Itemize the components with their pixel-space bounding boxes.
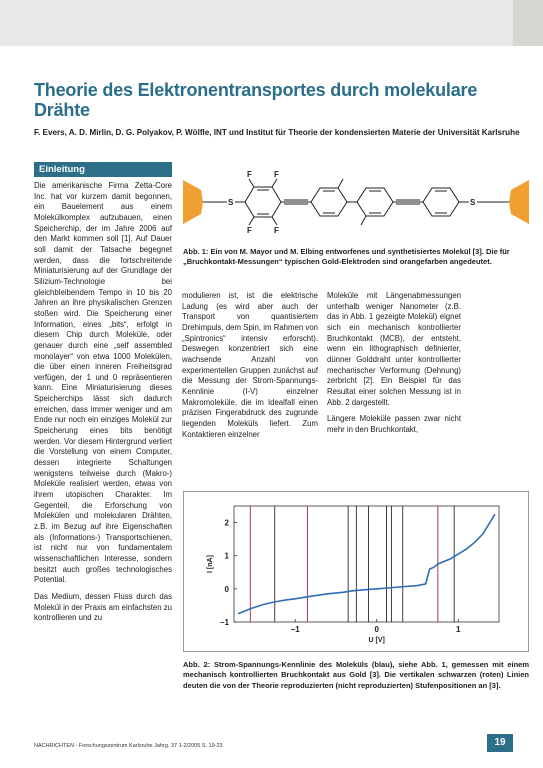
atom-label: F (247, 226, 252, 235)
page-number: 19 (487, 734, 513, 752)
y-tick-label: 0 (224, 584, 229, 594)
paragraph: modulieren ist, ist die elektrische Ladung (es wird aber auch der Transport von quantisiertem Drehimpuls, dem Spin, im Rahmen von „Spintronics“ intensiv erforscht). Deswegen konzentriert sich eine wachsende Anzahl von experimentellen Gruppen zunächst auf die Messung der Strom-Spannungs-Kennlinie (I-V) einzelner Makromoleküle, die im Idealfall einen präzisen Fingerabdruck des zugrunde liegenden Moleküls liefert. Zum Kontaktieren einzelner (182, 291, 318, 439)
iv-chart (184, 492, 528, 651)
article-authors: F. Evers, A. D. Mirlin, D. G. Polyakov, P. Wölfle, INT und Institut für Theorie der kondensierten Materie der Universität Karlsruhe (34, 128, 520, 137)
top-banner-corner (513, 0, 543, 46)
y-tick-label: −1 (219, 618, 229, 627)
atom-label: S (470, 198, 476, 207)
molecule-diagram (183, 160, 529, 244)
paragraph: Das Medium, dessen Fluss durch das Molekül in der Praxis am einfachsten zu kontrollieren und zu (34, 591, 172, 623)
molecule-figure (183, 160, 529, 244)
paragraph: Die amerikanische Firma Zetta-Core Inc. hat vor kurzem damit begonnen, ein Bauelement aus einem Molekülkomplex aufzubauen, einen Speicherchip, der im Jahre 2006 auf den Markt kommen soll [1]. Auf Dauer soll damit der Tatsache begegnet werden, dass die fortschreitende Miniaturisierung auf der Grundlage der Silizium-Technologie bei gleichbleibendem Tempo in 10 bis 20 Jahren an ihre physikalischen Grenzen stoßen wird. Die Speicherung einer Information, eines „bits“, erfolgt in diesem Chip durch Moleküle, oder genauer durch eine „self assembled monolayer“ von etwa 1000 Molekülen, die über einen inneren Freiheitsgrad verfügen, der 1 und 0 repräsentieren kann. Eine Miniaturisierung dieses Speicherchips lässt sich dadurch erreichen, dass immer weniger und am Ende nur noch ein einziges Molekül zur Speicherung eines bits benötigt werden. Vor diesem Hintergrund verliert die Vorstellung von einem Computer, dessen integrierte Schaltungen wenigstens teilweise durch (Makro-) Moleküle realisiert werden, etwas von ihrem utopischen Charakter. Im Gegenteil, die Erforschung von Molekülen und molekularen Drähten, z.B. im Bezug auf ihre Eigenschaften als (Informations-) Transportschienen, ist nicht nur von fundamentalem wissenschaftlichen Interesse, sondern besitzt auch großes technologisches Potential. (34, 181, 172, 585)
plot-area-frame (234, 506, 499, 622)
atom-label: F (247, 170, 252, 179)
y-tick-label: 1 (224, 551, 229, 561)
column-3 (327, 291, 461, 491)
x-tick-label: −1 (290, 625, 300, 634)
x-axis-label: U [V] (368, 637, 385, 644)
x-tick-label: 0 (374, 625, 379, 634)
top-banner (0, 0, 543, 46)
iv-curve (238, 514, 495, 613)
column-1 (34, 181, 172, 726)
paragraph: Längere Moleküle passen zwar nicht mehr in den Bruchkontakt, (327, 414, 461, 434)
gold-electrode-left (183, 180, 203, 224)
section-heading: Einleitung (34, 162, 172, 177)
atom-label: F (274, 226, 279, 235)
atom-label: F (274, 170, 279, 179)
x-tick-label: 1 (456, 625, 461, 634)
iv-chart-frame (183, 491, 529, 652)
article-title: Theorie des Elektronentransportes durch molekulare Drähte (34, 80, 478, 120)
atom-label: S (228, 198, 234, 207)
column-2 (182, 291, 318, 491)
figure-1-caption: Abb. 1: Ein von M. Mayor und M. Elbing entworfenes und synthetisiertes Molekül [3]. Die für „Bruchkontakt-Messungen“ typischen Gold-Elektroden sind orangefarben angedeutet. (183, 247, 510, 267)
y-tick-label: 2 (224, 518, 229, 528)
gold-electrode-right (509, 180, 529, 224)
y-axis-label: I [nA] (207, 555, 214, 573)
footer-journal: NACHRICHTEN - Forschungszentrum Karlsruhe Jahrg. 37 1-2/2005 S. 19-23 (34, 743, 223, 749)
paragraph: Moleküle mit Längenabmessungen unterhalb weniger Nanometer (z.B. das in Abb. 1 gezeigte Molekül) eignet sich ein mechanisch kontrollierter Bruchkontakt (MCB), der entsteht, wenn ein lithographisch definierter, dünner Golddraht unter kontrollierter mechanischer Verformung (Dehnung) zerbricht [2]. Ein Beispiel für das Resultat einer solchen Messung ist in Abb. 2 dargestellt. (327, 291, 461, 407)
figure-2-caption: Abb. 2: Strom-Spannungs-Kennlinie des Moleküls (blau), siehe Abb. 1, gemessen mit einem mechanisch kontrollierten Bruchkontakt aus Gold [3]. Die vertikalen schwarzen (roten) Linien deuten die von der Theorie reproduzierten (nicht reproduzierten) Stufenpositionen an [3]. (183, 660, 529, 690)
